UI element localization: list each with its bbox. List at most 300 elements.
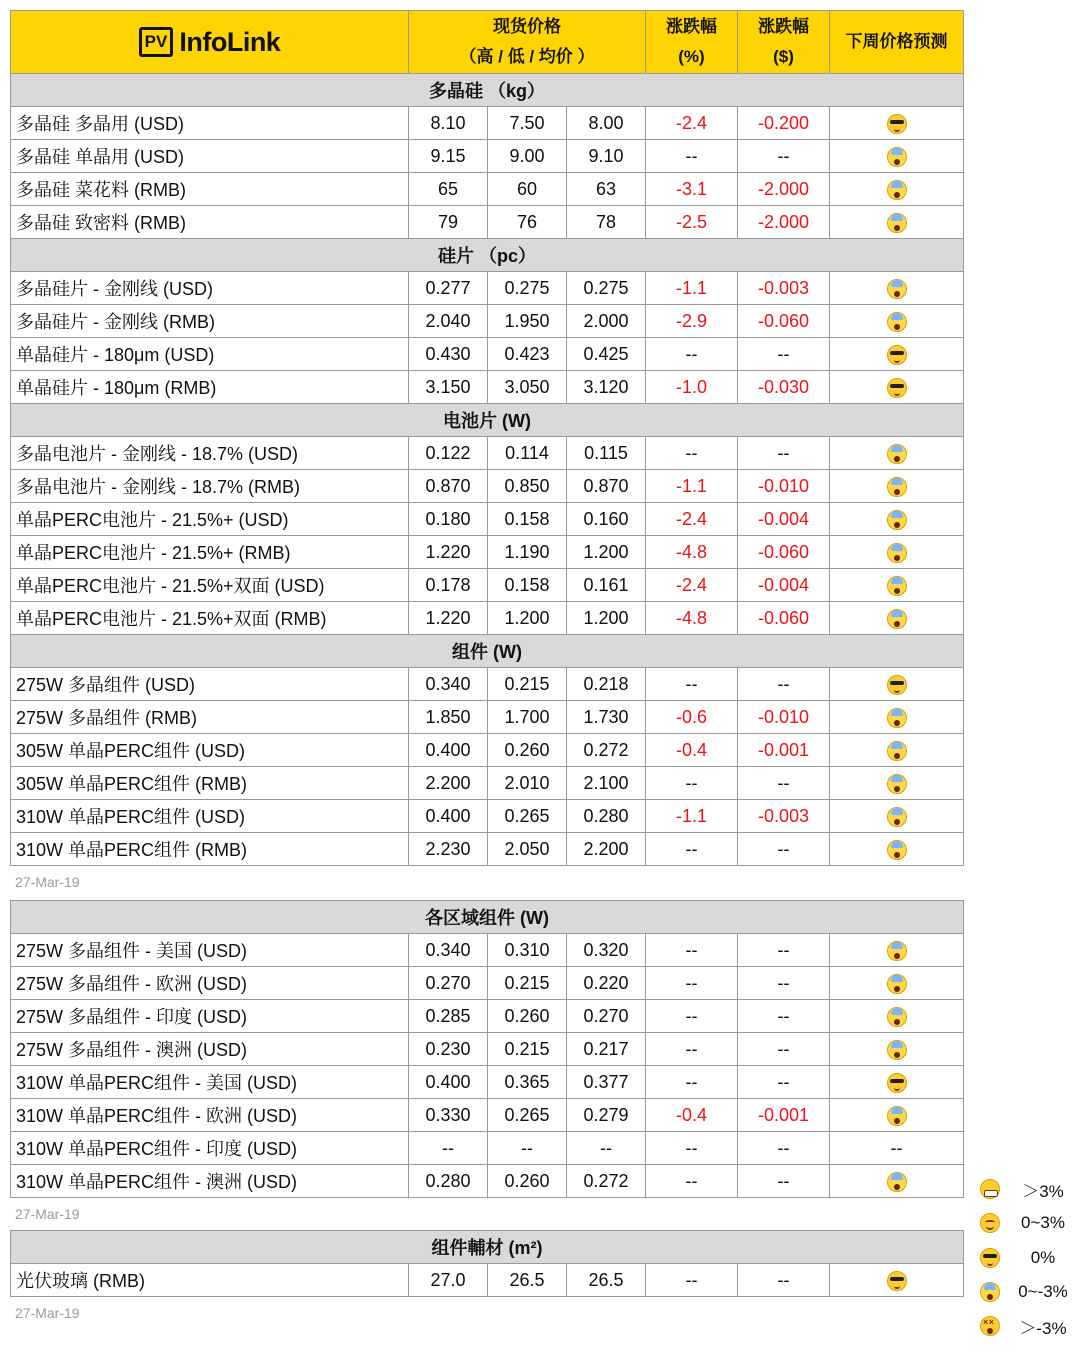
screaming-face-icon (887, 774, 907, 794)
high-price-cell: 0.400 (409, 800, 488, 833)
cool-sunglasses-icon (887, 675, 907, 695)
screaming-face-icon (887, 1007, 907, 1027)
product-name-cell: 275W 多晶组件 - 澳洲 (USD) (11, 1033, 409, 1066)
avg-price-cell: 0.275 (567, 272, 646, 305)
product-name-cell: 单晶PERC电池片 - 21.5%+双面 (RMB) (11, 602, 409, 635)
forecast-cell (830, 107, 964, 140)
avg-price-cell: 0.217 (567, 1033, 646, 1066)
abs-change-cell: -2.000 (738, 206, 830, 239)
forecast-cell (830, 206, 964, 239)
pct-change-cell: -- (646, 767, 738, 800)
screaming-face-icon (887, 444, 907, 464)
product-name-cell: 310W 单晶PERC组件 (RMB) (11, 833, 409, 866)
screaming-face-icon (887, 1040, 907, 1060)
table-row (11, 734, 964, 767)
high-price-cell: 1.220 (409, 602, 488, 635)
abs-change-cell: -- (738, 1066, 830, 1099)
low-price-cell: 1.190 (488, 536, 567, 569)
pct-change-cell: -0.6 (646, 701, 738, 734)
low-price-cell: 0.114 (488, 437, 567, 470)
pct-change-header (646, 11, 738, 74)
high-price-cell: 2.230 (409, 833, 488, 866)
abs-change-cell: -0.010 (738, 470, 830, 503)
infolink-logo (11, 27, 408, 57)
product-name-cell: 单晶硅片 - 180μm (USD) (11, 338, 409, 371)
low-price-cell: 0.215 (488, 1033, 567, 1066)
low-price-cell: 26.5 (488, 1264, 567, 1297)
low-price-cell: 1.950 (488, 305, 567, 338)
forecast-header: 下周价格预测 (830, 11, 964, 74)
product-name-cell: 多晶电池片 - 金刚线 - 18.7% (RMB) (11, 470, 409, 503)
forecast-cell (830, 767, 964, 800)
abs-change-cell: -- (738, 1033, 830, 1066)
product-name-cell: 多晶硅片 - 金刚线 (USD) (11, 272, 409, 305)
table-date: 27-Mar-19 (15, 874, 80, 890)
avg-price-cell: 0.425 (567, 338, 646, 371)
pct-change-cell: -4.8 (646, 536, 738, 569)
legend-item (978, 1172, 1078, 1206)
avg-price-cell: 0.220 (567, 967, 646, 1000)
low-price-cell: 0.850 (488, 470, 567, 503)
table-row (11, 437, 964, 470)
table-row (11, 701, 964, 734)
dizzy-face-icon (980, 1316, 1000, 1336)
abs-change-cell: -- (738, 437, 830, 470)
screaming-face-icon (887, 1106, 907, 1126)
low-price-cell: 60 (488, 173, 567, 206)
low-price-cell: 0.275 (488, 272, 567, 305)
legend-label: ＞-3% (1019, 1318, 1067, 1338)
cool-sunglasses-icon (887, 114, 907, 134)
abs-change-cell: -0.001 (738, 1099, 830, 1132)
screaming-face-icon (887, 840, 907, 860)
high-price-cell: 0.340 (409, 934, 488, 967)
low-price-cell: 3.050 (488, 371, 567, 404)
low-price-cell: 2.010 (488, 767, 567, 800)
section-header-row (11, 901, 964, 934)
product-name-cell: 275W 多晶组件 (USD) (11, 668, 409, 701)
avg-price-cell: 9.10 (567, 140, 646, 173)
abs-change-cell: -0.003 (738, 800, 830, 833)
pct-change-cell: -- (646, 1000, 738, 1033)
avg-price-cell: 0.870 (567, 470, 646, 503)
product-name-cell: 275W 多晶组件 - 美国 (USD) (11, 934, 409, 967)
high-price-cell: 0.280 (409, 1165, 488, 1198)
abs-change-cell: -0.200 (738, 107, 830, 140)
table-row (11, 602, 964, 635)
cool-sunglasses-icon (887, 1073, 907, 1093)
product-name-cell: 多晶硅 单晶用 (USD) (11, 140, 409, 173)
forecast-cell (830, 934, 964, 967)
forecast-cell (830, 602, 964, 635)
low-price-cell: 0.158 (488, 569, 567, 602)
avg-price-cell: 0.115 (567, 437, 646, 470)
avg-price-cell: 3.120 (567, 371, 646, 404)
high-price-cell: 8.10 (409, 107, 488, 140)
product-name-cell: 310W 单晶PERC组件 - 澳洲 (USD) (11, 1165, 409, 1198)
forecast-cell (830, 338, 964, 371)
table-row (11, 206, 964, 239)
abs-change-cell: -0.004 (738, 569, 830, 602)
high-price-cell: 0.180 (409, 503, 488, 536)
product-name-cell: 275W 多晶组件 - 欧洲 (USD) (11, 967, 409, 1000)
table-row (11, 668, 964, 701)
legend-item (978, 1275, 1078, 1309)
product-name-cell: 单晶PERC电池片 - 21.5%+ (RMB) (11, 536, 409, 569)
high-price-cell: 0.430 (409, 338, 488, 371)
forecast-cell (830, 536, 964, 569)
high-price-cell: 0.277 (409, 272, 488, 305)
screaming-face-icon (887, 576, 907, 596)
forecast-cell (830, 371, 964, 404)
abs-change-cell: -- (738, 1165, 830, 1198)
avg-price-cell: 0.279 (567, 1099, 646, 1132)
forecast-cell (830, 503, 964, 536)
forecast-cell (830, 1264, 964, 1297)
table-row (11, 371, 964, 404)
pct-change-cell: -- (646, 1132, 738, 1165)
section-header-row (11, 74, 964, 107)
table-row (11, 140, 964, 173)
pct-change-cell: -0.4 (646, 734, 738, 767)
table-row (11, 833, 964, 866)
product-name-cell: 多晶硅片 - 金刚线 (RMB) (11, 305, 409, 338)
high-price-cell: 2.040 (409, 305, 488, 338)
pct-change-cell: -2.4 (646, 569, 738, 602)
high-price-cell: 0.400 (409, 734, 488, 767)
logo-cell (11, 11, 409, 74)
high-price-cell: 1.220 (409, 536, 488, 569)
high-price-cell: 0.285 (409, 1000, 488, 1033)
low-price-cell: 0.310 (488, 934, 567, 967)
table-header-row (11, 11, 964, 74)
high-price-cell: 9.15 (409, 140, 488, 173)
section-title: 硅片 （pc） (11, 239, 964, 272)
abs-change-cell: -2.000 (738, 173, 830, 206)
section-title: 电池片 (W) (11, 404, 964, 437)
high-price-cell: 0.230 (409, 1033, 488, 1066)
abs-change-cell: -- (738, 1000, 830, 1033)
forecast-cell (830, 470, 964, 503)
screaming-face-icon (887, 477, 907, 497)
spot-price-header-line2: （高 / 低 / 均价 ） (459, 47, 595, 66)
low-price-cell: 9.00 (488, 140, 567, 173)
high-price-cell: 65 (409, 173, 488, 206)
table-row (11, 800, 964, 833)
abs-change-cell: -- (738, 934, 830, 967)
screaming-face-icon (887, 974, 907, 994)
avg-price-cell: 0.160 (567, 503, 646, 536)
low-price-cell: 0.265 (488, 1099, 567, 1132)
pct-change-cell: -- (646, 668, 738, 701)
legend-item (978, 1309, 1078, 1343)
high-price-cell: 0.122 (409, 437, 488, 470)
table-row (11, 503, 964, 536)
product-name-cell: 多晶硅 菜花料 (RMB) (11, 173, 409, 206)
pct-change-cell: -2.4 (646, 107, 738, 140)
legend-label: 0~3% (1021, 1213, 1065, 1233)
table-row (11, 305, 964, 338)
avg-price-cell: 63 (567, 173, 646, 206)
section-header-row (11, 635, 964, 668)
screaming-face-icon (887, 543, 907, 563)
product-name-cell: 光伏玻璃 (RMB) (11, 1264, 409, 1297)
table-row (11, 1099, 964, 1132)
pct-change-cell: -4.8 (646, 602, 738, 635)
low-price-cell: 1.200 (488, 602, 567, 635)
legend-label: ＞3% (1022, 1181, 1064, 1201)
low-price-cell: 76 (488, 206, 567, 239)
table-row (11, 173, 964, 206)
pct-change-cell: -- (646, 1165, 738, 1198)
spot-price-header (409, 11, 646, 74)
table-row (11, 967, 964, 1000)
table-row (11, 1066, 964, 1099)
section-title: 组件 (W) (11, 635, 964, 668)
avg-price-cell: 0.280 (567, 800, 646, 833)
abs-change-cell: -0.060 (738, 602, 830, 635)
product-name-cell: 310W 单晶PERC组件 - 欧洲 (USD) (11, 1099, 409, 1132)
avg-price-cell: 0.218 (567, 668, 646, 701)
high-price-cell: 0.400 (409, 1066, 488, 1099)
forecast-cell (830, 967, 964, 1000)
cool-sunglasses-icon (887, 378, 907, 398)
high-price-cell: 0.870 (409, 470, 488, 503)
forecast-cell (830, 1165, 964, 1198)
avg-price-cell: 0.270 (567, 1000, 646, 1033)
abs-change-cell: -0.060 (738, 305, 830, 338)
forecast-cell (830, 173, 964, 206)
pct-change-cell: -- (646, 1066, 738, 1099)
avg-price-cell: 2.200 (567, 833, 646, 866)
forecast-cell (830, 1033, 964, 1066)
table-row (11, 1033, 964, 1066)
low-price-cell: 0.265 (488, 800, 567, 833)
screaming-face-icon (887, 609, 907, 629)
abs-change-cell: -0.001 (738, 734, 830, 767)
pct-change-cell: -- (646, 140, 738, 173)
product-name-cell: 305W 单晶PERC组件 (RMB) (11, 767, 409, 800)
abs-change-cell: -0.010 (738, 701, 830, 734)
regional-module-table (10, 900, 964, 1198)
pct-change-header-line1: 涨跌幅 (666, 17, 717, 36)
abs-change-cell: -- (738, 338, 830, 371)
price-table-main (10, 10, 964, 866)
abs-change-cell: -- (738, 1264, 830, 1297)
screaming-face-icon (887, 510, 907, 530)
low-price-cell: 0.365 (488, 1066, 567, 1099)
pct-change-cell: -- (646, 934, 738, 967)
low-price-cell: 1.700 (488, 701, 567, 734)
screaming-face-icon (887, 741, 907, 761)
product-name-cell: 305W 单晶PERC组件 (USD) (11, 734, 409, 767)
forecast-legend (978, 1172, 1078, 1343)
forecast-cell (830, 1000, 964, 1033)
table-row (11, 107, 964, 140)
forecast-cell (830, 140, 964, 173)
forecast-cell (830, 800, 964, 833)
low-price-cell: 0.215 (488, 668, 567, 701)
product-name-cell: 310W 单晶PERC组件 (USD) (11, 800, 409, 833)
avg-price-cell: 8.00 (567, 107, 646, 140)
forecast-cell (830, 1066, 964, 1099)
screaming-face-icon (980, 1282, 1000, 1302)
avg-price-cell: 0.272 (567, 734, 646, 767)
smiling-face-icon (980, 1213, 1000, 1233)
screaming-face-icon (887, 213, 907, 233)
table-row (11, 1132, 964, 1165)
forecast-cell (830, 833, 964, 866)
table-row (11, 767, 964, 800)
cool-sunglasses-icon (887, 1271, 907, 1291)
pct-change-cell: -2.5 (646, 206, 738, 239)
product-name-cell: 275W 多晶组件 - 印度 (USD) (11, 1000, 409, 1033)
forecast-cell (830, 668, 964, 701)
pct-change-cell: -1.1 (646, 470, 738, 503)
forecast-cell (830, 701, 964, 734)
table-row (11, 536, 964, 569)
pct-change-cell: -- (646, 967, 738, 1000)
forecast-cell (830, 272, 964, 305)
product-name-cell: 多晶电池片 - 金刚线 - 18.7% (USD) (11, 437, 409, 470)
low-price-cell: 0.423 (488, 338, 567, 371)
forecast-cell (830, 734, 964, 767)
table-row (11, 470, 964, 503)
high-price-cell: 0.178 (409, 569, 488, 602)
module-materials-table (10, 1230, 964, 1297)
screaming-face-icon (887, 807, 907, 827)
cool-sunglasses-icon (980, 1248, 1000, 1268)
abs-change-cell: -- (738, 767, 830, 800)
legend-item (978, 1241, 1078, 1275)
grinning-face-icon (980, 1179, 1000, 1199)
table-date: 27-Mar-19 (15, 1305, 80, 1321)
pct-change-cell: -1.0 (646, 371, 738, 404)
low-price-cell: 7.50 (488, 107, 567, 140)
high-price-cell: 0.270 (409, 967, 488, 1000)
abs-change-cell: -- (738, 1132, 830, 1165)
avg-price-cell: 0.377 (567, 1066, 646, 1099)
product-name-cell: 310W 单晶PERC组件 - 美国 (USD) (11, 1066, 409, 1099)
high-price-cell: 27.0 (409, 1264, 488, 1297)
pct-change-cell: -2.9 (646, 305, 738, 338)
high-price-cell: 0.340 (409, 668, 488, 701)
screaming-face-icon (887, 180, 907, 200)
low-price-cell: 0.158 (488, 503, 567, 536)
section-header-row (11, 404, 964, 437)
low-price-cell: 0.260 (488, 1000, 567, 1033)
abs-change-cell: -0.030 (738, 371, 830, 404)
product-name-cell: 单晶PERC电池片 - 21.5%+ (USD) (11, 503, 409, 536)
pct-change-cell: -- (646, 1264, 738, 1297)
abs-change-cell: -- (738, 668, 830, 701)
abs-change-cell: -- (738, 967, 830, 1000)
section-title: 组件輔材 (m²) (11, 1231, 964, 1264)
avg-price-cell: 1.730 (567, 701, 646, 734)
avg-price-cell: 0.272 (567, 1165, 646, 1198)
product-name-cell: 多晶硅 致密料 (RMB) (11, 206, 409, 239)
avg-price-cell: 0.161 (567, 569, 646, 602)
product-name-cell: 多晶硅 多晶用 (USD) (11, 107, 409, 140)
abs-change-cell: -0.003 (738, 272, 830, 305)
section-title: 各区域组件 (W) (11, 901, 964, 934)
legend-item (978, 1206, 1078, 1240)
screaming-face-icon (887, 312, 907, 332)
low-price-cell: 0.215 (488, 967, 567, 1000)
table-row (11, 272, 964, 305)
pct-change-cell: -- (646, 1033, 738, 1066)
high-price-cell: 79 (409, 206, 488, 239)
legend-label: 0% (1030, 1247, 1056, 1267)
low-price-cell: 2.050 (488, 833, 567, 866)
pct-change-cell: -0.4 (646, 1099, 738, 1132)
screaming-face-icon (887, 941, 907, 961)
table-row (11, 1000, 964, 1033)
abs-change-header-line1: 涨跌幅 (758, 17, 809, 36)
cool-sunglasses-icon (887, 345, 907, 365)
low-price-cell: 0.260 (488, 734, 567, 767)
low-price-cell: 0.260 (488, 1165, 567, 1198)
pct-change-cell: -- (646, 338, 738, 371)
product-name-cell: 275W 多晶组件 (RMB) (11, 701, 409, 734)
screaming-face-icon (887, 708, 907, 728)
avg-price-cell: 26.5 (567, 1264, 646, 1297)
forecast-cell: -- (830, 1132, 964, 1165)
high-price-cell: 3.150 (409, 371, 488, 404)
section-title: 多晶硅 （kg） (11, 74, 964, 107)
table-row (11, 338, 964, 371)
abs-change-cell: -- (738, 140, 830, 173)
spot-price-header-line1: 现货价格 (493, 17, 561, 36)
high-price-cell: 0.330 (409, 1099, 488, 1132)
abs-change-cell: -0.004 (738, 503, 830, 536)
abs-change-header (738, 11, 830, 74)
abs-change-cell: -- (738, 833, 830, 866)
avg-price-cell: 1.200 (567, 602, 646, 635)
table-row (11, 569, 964, 602)
table-row (11, 1264, 964, 1297)
avg-price-cell: 1.200 (567, 536, 646, 569)
abs-change-header-line2: ($) (773, 47, 794, 66)
high-price-cell: 2.200 (409, 767, 488, 800)
low-price-cell: -- (488, 1132, 567, 1165)
pct-change-header-line2: (%) (678, 47, 705, 66)
pct-change-cell: -2.4 (646, 503, 738, 536)
pct-change-cell: -1.1 (646, 800, 738, 833)
logo-text: InfoLink (179, 27, 281, 57)
legend-label: 0~-3% (1018, 1282, 1068, 1302)
pct-change-cell: -- (646, 833, 738, 866)
high-price-cell: 1.850 (409, 701, 488, 734)
screaming-face-icon (887, 279, 907, 299)
forecast-cell (830, 1099, 964, 1132)
table-row (11, 934, 964, 967)
avg-price-cell: 78 (567, 206, 646, 239)
table-date: 27-Mar-19 (15, 1206, 80, 1222)
pct-change-cell: -- (646, 437, 738, 470)
screaming-face-icon (887, 147, 907, 167)
product-name-cell: 单晶PERC电池片 - 21.5%+双面 (USD) (11, 569, 409, 602)
avg-price-cell: 2.100 (567, 767, 646, 800)
screaming-face-icon (887, 1172, 907, 1192)
avg-price-cell: 0.320 (567, 934, 646, 967)
high-price-cell: -- (409, 1132, 488, 1165)
pct-change-cell: -3.1 (646, 173, 738, 206)
product-name-cell: 单晶硅片 - 180μm (RMB) (11, 371, 409, 404)
table-row (11, 1165, 964, 1198)
avg-price-cell: 2.000 (567, 305, 646, 338)
forecast-cell (830, 569, 964, 602)
